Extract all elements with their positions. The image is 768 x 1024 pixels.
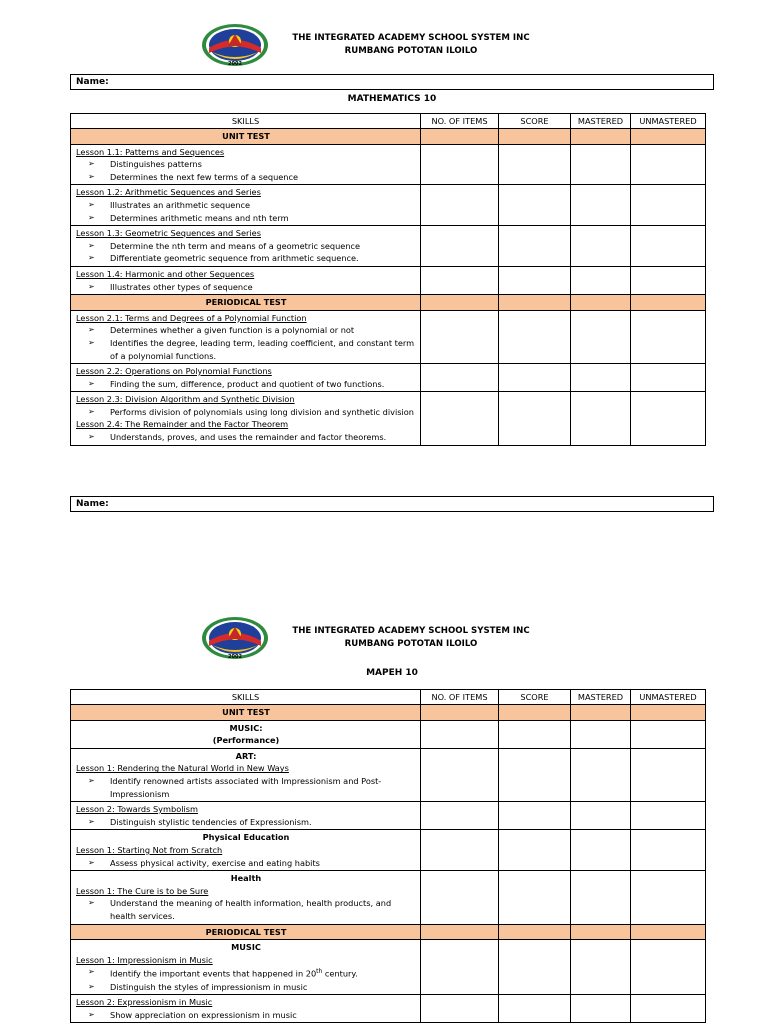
score-cell[interactable] [499, 310, 571, 363]
mapeh-skills-table [70, 689, 706, 1023]
school-name: THE INTEGRATED ACADEMY SCHOOL SYSTEM INC [292, 33, 530, 43]
score-cell[interactable] [499, 720, 571, 748]
periodical-test-row [71, 295, 706, 311]
lesson-title: Lesson 2.3: Division Algorithm and Synthetic Division [76, 394, 295, 405]
items-cell [421, 295, 499, 311]
lesson-title: Lesson 1.1: Patterns and Sequences [76, 146, 225, 157]
school-name: THE INTEGRATED ACADEMY SCHOOL SYSTEM INC [292, 626, 530, 636]
arrow-bullet-icon: ➢ [88, 159, 95, 169]
score-cell[interactable] [499, 266, 571, 294]
skills-cell [71, 720, 421, 748]
score-cell[interactable] [499, 748, 571, 801]
items-cell [421, 129, 499, 145]
items-cell[interactable] [421, 830, 499, 871]
competency-item [76, 1009, 416, 1022]
competency-text: Understand the meaning of health information, health products, and health services. [110, 898, 392, 921]
competency-item [76, 212, 416, 225]
arrow-bullet-icon: ➢ [88, 240, 95, 250]
lesson-title: Lesson 2.4: The Remainder and the Factor Theorem [76, 419, 289, 430]
skills-cell [71, 266, 421, 294]
unmastered-cell[interactable] [631, 940, 706, 995]
competency-item [76, 981, 416, 994]
school-title [276, 32, 546, 58]
lesson-title: Lesson 1.4: Harmonic and other Sequences [76, 268, 255, 279]
competency-text: Show appreciation on expressionism in music [110, 1009, 297, 1020]
unmastered-cell[interactable] [631, 830, 706, 871]
unmastered-cell[interactable] [631, 802, 706, 830]
skill-row [71, 802, 706, 830]
competency-item [76, 431, 416, 444]
competency-text: Performs division of polynomials using long division and synthetic division [110, 406, 414, 417]
items-cell [421, 924, 499, 940]
lesson-title: Lesson 1.2: Arithmetic Sequences and Series [76, 187, 261, 198]
competency-text: Differentiate geometric sequence from arithmetic sequence. [110, 253, 359, 264]
score-cell [499, 129, 571, 145]
competency-item [76, 378, 416, 391]
competency-text: Determine the nth term and means of a geometric sequence [110, 240, 361, 251]
skills-cell [71, 185, 421, 226]
skill-row [71, 144, 706, 185]
school-address: RUMBANG POTOTAN ILOILO [344, 46, 478, 56]
header-row [71, 114, 706, 129]
competency-item [76, 252, 416, 265]
items-cell[interactable] [421, 144, 499, 185]
unmastered-cell[interactable] [631, 748, 706, 801]
score-cell[interactable] [499, 185, 571, 226]
competency-text: Distinguish stylistic tendencies of Expressionism. [110, 816, 312, 827]
periodical-test-row [71, 924, 706, 940]
competency-text: Distinguish the styles of impressionism in music [110, 981, 308, 992]
school-logo [200, 22, 270, 68]
unmastered-cell [631, 295, 706, 311]
lesson-title: Lesson 1: The Cure is to be Sure [76, 885, 209, 896]
skills-cell [71, 144, 421, 185]
lesson-title: Lesson 2: Towards Symbolism [76, 804, 198, 815]
skills-cell [71, 871, 421, 924]
mastered-cell[interactable] [571, 995, 631, 1023]
svg-text:2002: 2002 [228, 654, 242, 660]
skill-row [71, 266, 706, 294]
mastered-cell[interactable] [571, 748, 631, 801]
items-cell[interactable] [421, 364, 499, 392]
score-cell[interactable] [499, 940, 571, 995]
name-field-2[interactable] [70, 496, 714, 512]
skills-cell [71, 364, 421, 392]
arrow-bullet-icon: ➢ [88, 171, 95, 181]
items-cell[interactable] [421, 266, 499, 294]
name-field[interactable] [70, 74, 714, 90]
unit-test-row [71, 129, 706, 145]
mastered-cell[interactable] [571, 871, 631, 924]
skill-row [71, 720, 706, 748]
competency-item [76, 199, 416, 212]
skills-header: SKILLS [71, 114, 421, 129]
skill-row [71, 748, 706, 801]
score-cell[interactable] [499, 392, 571, 445]
score-cell[interactable] [499, 144, 571, 185]
competency-item [76, 816, 416, 829]
arrow-bullet-icon: ➢ [88, 898, 95, 908]
unmastered-cell[interactable] [631, 144, 706, 185]
section-title: Physical Education [202, 832, 290, 843]
mastered-cell[interactable] [571, 310, 631, 363]
unmastered-cell[interactable] [631, 185, 706, 226]
arrow-bullet-icon: ➢ [88, 281, 95, 291]
competency-item [76, 337, 416, 362]
school-logo [200, 615, 270, 661]
section-subtitle: (Performance) [212, 735, 280, 746]
school-header [200, 22, 560, 72]
unit-test-row [71, 705, 706, 721]
arrow-bullet-icon: ➢ [88, 981, 95, 991]
unit-test-row-label: UNIT TEST [71, 705, 421, 721]
items-header: NO. OF ITEMS [421, 690, 499, 705]
unmastered-header: UNMASTERED [631, 114, 706, 129]
competency-text: Determines whether a given function is a polynomial or not [110, 325, 355, 336]
header-row [71, 690, 706, 705]
score-cell[interactable] [499, 226, 571, 267]
mastered-cell[interactable] [571, 830, 631, 871]
competency-text: Determines the next few terms of a sequence [110, 171, 299, 182]
mastered-cell[interactable] [571, 392, 631, 445]
arrow-bullet-icon: ➢ [88, 253, 95, 263]
skill-row [71, 310, 706, 363]
score-cell [499, 705, 571, 721]
competency-item [76, 857, 416, 870]
subject-title: MATHEMATICS 10 [347, 94, 437, 104]
unmastered-cell[interactable] [631, 266, 706, 294]
arrow-bullet-icon: ➢ [88, 432, 95, 442]
periodical-test-row-label: PERIODICAL TEST [71, 295, 421, 311]
competency-text: Illustrates other types of sequence [110, 281, 253, 292]
lesson-title: Lesson 2: Expressionism in Music [76, 997, 213, 1008]
score-cell [499, 924, 571, 940]
competency-item [76, 775, 416, 800]
arrow-bullet-icon: ➢ [88, 337, 95, 347]
arrow-bullet-icon: ➢ [88, 325, 95, 335]
competency-item [76, 281, 416, 294]
skills-cell [71, 940, 421, 995]
mastered-cell[interactable] [571, 144, 631, 185]
skill-row [71, 392, 706, 445]
skills-cell [71, 310, 421, 363]
items-cell[interactable] [421, 871, 499, 924]
skill-row [71, 364, 706, 392]
section-title: ART: [235, 750, 257, 761]
score-cell[interactable] [499, 364, 571, 392]
lesson-title: Lesson 1: Impressionism in Music [76, 954, 213, 965]
arrow-bullet-icon: ➢ [88, 212, 95, 222]
unmastered-cell [631, 129, 706, 145]
skills-cell [71, 392, 421, 445]
lesson-title: Lesson 2.1: Terms and Degrees of a Polynomial Function [76, 312, 307, 323]
competency-text: Determines arithmetic means and nth term [110, 212, 289, 223]
mastered-cell[interactable] [571, 364, 631, 392]
competency-text: Identify the important events that happened in 20th century. [110, 968, 358, 980]
mastered-cell[interactable] [571, 802, 631, 830]
arrow-bullet-icon: ➢ [88, 199, 95, 209]
arrow-bullet-icon: ➢ [88, 406, 95, 416]
school-title [276, 625, 546, 651]
items-cell[interactable] [421, 748, 499, 801]
skills-cell [71, 830, 421, 871]
lesson-title: Lesson 2.2: Operations on Polynomial Functions [76, 366, 272, 377]
items-cell [421, 705, 499, 721]
items-header: NO. OF ITEMS [421, 114, 499, 129]
score-cell[interactable] [499, 830, 571, 871]
unmastered-cell[interactable] [631, 392, 706, 445]
unmastered-cell[interactable] [631, 226, 706, 267]
score-header: SCORE [499, 690, 571, 705]
section-title: Health [230, 873, 262, 884]
mastered-cell [571, 295, 631, 311]
items-cell[interactable] [421, 185, 499, 226]
lesson-title: Lesson 1: Starting Not from Scratch [76, 844, 223, 855]
school-header-2 [200, 615, 560, 665]
score-header: SCORE [499, 114, 571, 129]
math-skills-table [70, 113, 706, 446]
competency-text: Illustrates an arithmetic sequence [110, 199, 251, 210]
skills-cell [71, 995, 421, 1023]
name-label: Name: [76, 77, 109, 87]
mastered-cell [571, 129, 631, 145]
competency-item [76, 158, 416, 171]
items-cell[interactable] [421, 940, 499, 995]
skills-cell [71, 748, 421, 801]
arrow-bullet-icon: ➢ [88, 775, 95, 785]
mastered-cell[interactable] [571, 185, 631, 226]
competency-item [76, 240, 416, 253]
competency-text: Finding the sum, difference, product and quotient of two functions. [110, 378, 385, 389]
unit-test-row-label: UNIT TEST [71, 129, 421, 145]
mastered-cell[interactable] [571, 266, 631, 294]
unmastered-cell[interactable] [631, 871, 706, 924]
school-address: RUMBANG POTOTAN ILOILO [344, 639, 478, 649]
items-cell[interactable] [421, 995, 499, 1023]
unmastered-cell[interactable] [631, 310, 706, 363]
arrow-bullet-icon: ➢ [88, 857, 95, 867]
skill-row [71, 995, 706, 1023]
arrow-bullet-icon: ➢ [88, 816, 95, 826]
score-cell [499, 295, 571, 311]
competency-text: Distinguishes patterns [110, 159, 202, 170]
competency-item [76, 897, 416, 922]
items-cell[interactable] [421, 310, 499, 363]
competency-text: Assess physical activity, exercise and eating habits [110, 857, 320, 868]
skill-row [71, 226, 706, 267]
periodical-test-row-label: PERIODICAL TEST [71, 924, 421, 940]
competency-text: Identify renowned artists associated with Impressionism and Post-Impressionism [110, 775, 382, 799]
lesson-title: Lesson 1: Rendering the Natural World in New Ways [76, 763, 289, 774]
mastered-cell[interactable] [571, 720, 631, 748]
items-cell[interactable] [421, 802, 499, 830]
arrow-bullet-icon: ➢ [88, 378, 95, 388]
mastered-header: MASTERED [571, 690, 631, 705]
mastered-cell [571, 924, 631, 940]
mastered-cell[interactable] [571, 226, 631, 267]
svg-text:2002: 2002 [228, 61, 242, 67]
score-cell[interactable] [499, 802, 571, 830]
unmastered-cell [631, 924, 706, 940]
mastered-cell [571, 705, 631, 721]
items-cell[interactable] [421, 226, 499, 267]
items-cell[interactable] [421, 720, 499, 748]
arrow-bullet-icon: ➢ [88, 967, 95, 977]
competency-item [76, 324, 416, 337]
competency-text: Identifies the degree, leading term, leading coefficient, and constant term of a polynomial functions. [110, 337, 415, 361]
unmastered-header: UNMASTERED [631, 690, 706, 705]
competency-item [76, 966, 416, 980]
unmastered-cell[interactable] [631, 364, 706, 392]
section-title: MUSIC: [229, 722, 263, 733]
skill-row [71, 940, 706, 995]
unmastered-cell[interactable] [631, 720, 706, 748]
mastered-header: MASTERED [571, 114, 631, 129]
skills-header: SKILLS [71, 690, 421, 705]
skills-cell [71, 226, 421, 267]
arrow-bullet-icon: ➢ [88, 1009, 95, 1019]
competency-item [76, 171, 416, 184]
skill-row [71, 185, 706, 226]
score-cell[interactable] [499, 871, 571, 924]
skill-row [71, 871, 706, 924]
unmastered-cell [631, 705, 706, 721]
skills-cell [71, 802, 421, 830]
score-cell[interactable] [499, 995, 571, 1023]
competency-text: Understands, proves, and uses the remainder and factor theorems. [110, 432, 387, 443]
items-cell[interactable] [421, 392, 499, 445]
unmastered-cell[interactable] [631, 995, 706, 1023]
mastered-cell[interactable] [571, 940, 631, 995]
name-label: Name: [76, 499, 109, 509]
subject-title-2: MAPEH 10 [366, 668, 418, 678]
skill-row [71, 830, 706, 871]
section-title: MUSIC [231, 942, 261, 953]
competency-item [76, 406, 416, 419]
lesson-title: Lesson 1.3: Geometric Sequences and Series [76, 228, 261, 239]
